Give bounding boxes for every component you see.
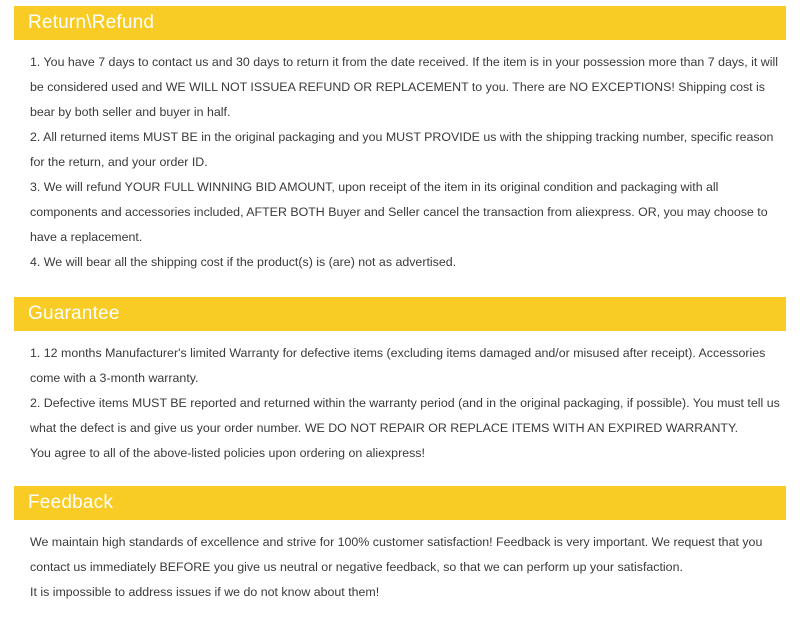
section-header-guarantee bbox=[14, 297, 786, 331]
section-body-guarantee bbox=[14, 331, 786, 470]
section-title: Return\Refund bbox=[28, 12, 155, 33]
section-spacer bbox=[0, 470, 800, 486]
paragraph: 4. We will bear all the shipping cost if the product(s) is (are) not as advertised. bbox=[30, 255, 457, 269]
paragraph: 1. 12 months Manufacturer's limited Warranty for defective items (excluding items damaged and/or misused after receipt). Accessories come with a 3-month warranty. bbox=[30, 346, 766, 385]
paragraph: We maintain high standards of excellence and strive for 100% customer satisfaction! Feedback is very important. We request that you contact us immediately BEFORE you give us neutral or negative feedback, so that we can perform up your satisfaction. bbox=[30, 535, 763, 574]
section-body-feedback bbox=[14, 520, 786, 609]
paragraph: 2. All returned items MUST BE in the original packaging and you MUST PROVIDE us with the shipping tracking number, specific reason for the return, and your order ID. bbox=[30, 130, 774, 169]
section-feedback bbox=[14, 486, 786, 609]
paragraph: 2. Defective items MUST BE reported and returned within the warranty period (and in the original packaging, if possible). You must tell us what the defect is and give us your order number. WE DO NOT REPAIR OR REPLACE ITEMS WITH AN EXPIRED WARRANTY. bbox=[30, 396, 780, 435]
paragraph: It is impossible to address issues if we do not know about them! bbox=[30, 585, 380, 599]
paragraph: You agree to all of the above-listed policies upon ordering on aliexpress! bbox=[30, 446, 425, 460]
section-header-feedback bbox=[14, 486, 786, 520]
section-guarantee bbox=[14, 297, 786, 470]
paragraph: 1. You have 7 days to contact us and 30 days to return it from the date received. If the item is in your possession more than 7 days, it will be considered used and WE WILL NOT ISSUEA REFUND OR REPLACEMENT to you. There are NO EXCEPTIONS! Shipping cost is bear by both seller and buyer in half. bbox=[30, 55, 778, 119]
section-return-refund bbox=[14, 6, 786, 279]
section-title: Feedback bbox=[28, 492, 114, 513]
section-spacer bbox=[0, 279, 800, 297]
section-header-return-refund bbox=[14, 6, 786, 40]
bottom-spacer bbox=[0, 609, 800, 619]
section-body-return-refund bbox=[14, 40, 786, 279]
section-title: Guarantee bbox=[28, 303, 120, 324]
paragraph: 3. We will refund YOUR FULL WINNING BID AMOUNT, upon receipt of the item in its original condition and packaging with all components and accessories included, AFTER BOTH Buyer and Seller cancel the transaction from aliexpress. OR, you may choose to have a replacement. bbox=[30, 180, 768, 244]
